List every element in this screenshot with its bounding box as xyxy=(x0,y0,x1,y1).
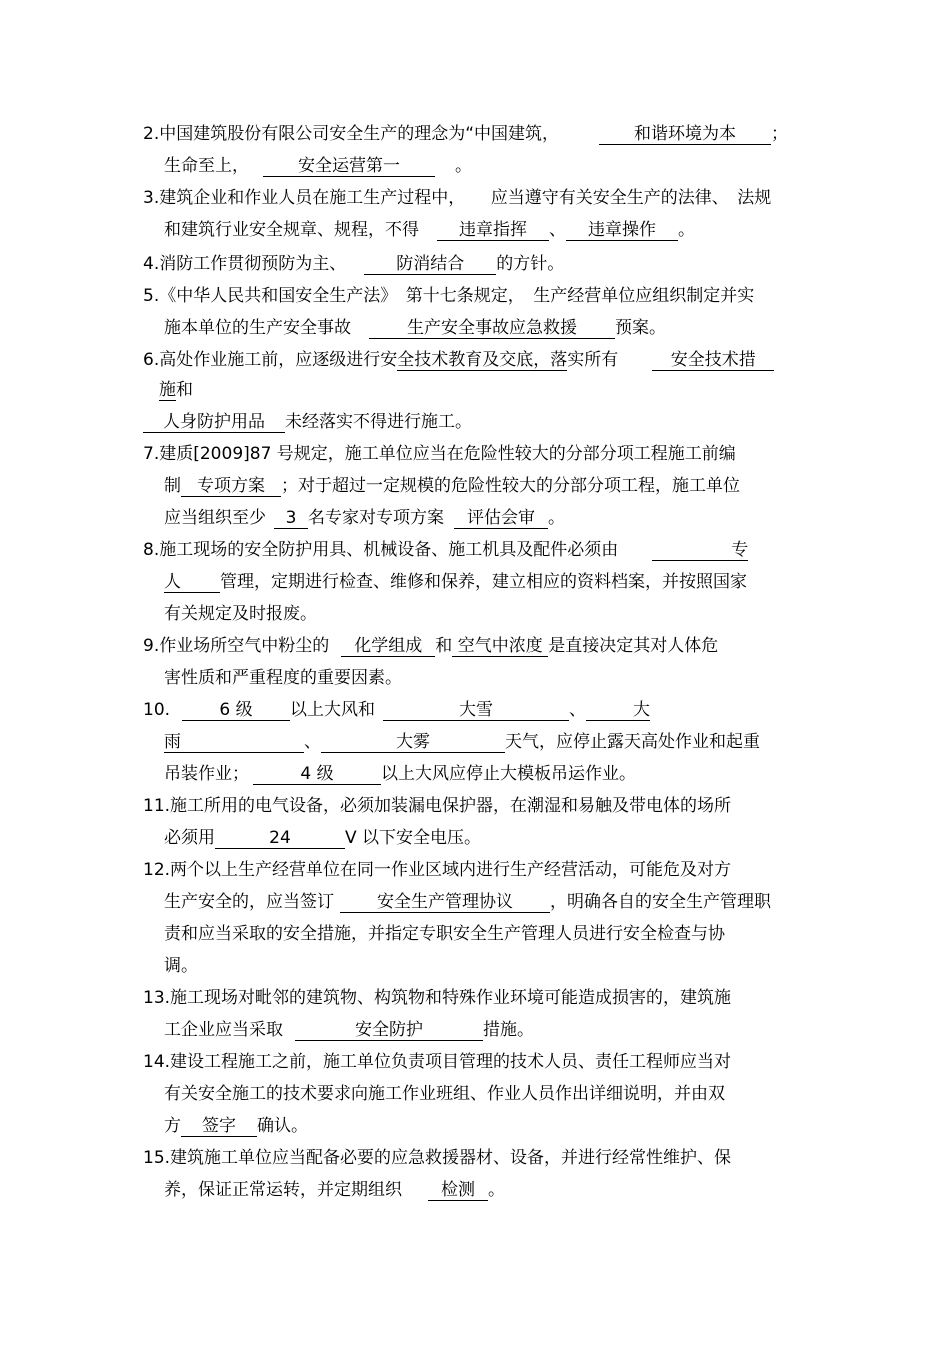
q2-line-2: 生命至上， 安全运营第一 。 xyxy=(164,156,472,176)
q14-line-3: 方 签字 确认。 xyxy=(164,1116,308,1136)
q12-line-3: 责和应当采取的安全措施，并指定专职安全生产管理人员进行安全检查与协 xyxy=(164,924,725,944)
q8-line-2: 人 管理，定期进行检查、维修和保养，建立相应的资料档案，并按照国家 xyxy=(164,572,747,592)
q12-line-4: 调。 xyxy=(164,956,198,976)
q10-blank-2: 大雪 xyxy=(383,700,569,721)
q10-blank-3a: 大 xyxy=(586,700,650,721)
q3-line-1: 3.建筑企业和作业人员在施工生产过程中， 应当遵守有关安全生产的法律、 法规 xyxy=(143,188,772,208)
q10-blank-5: 4 级 xyxy=(253,764,381,785)
q14-line-2: 有关安全施工的技术要求向施工作业班组、作业人员作出详细说明，并由双 xyxy=(164,1084,725,1104)
q12-blank-1: 安全生产管理协议 xyxy=(340,892,550,913)
q14-blank-1: 签字 xyxy=(181,1116,257,1137)
q15-line-2: 养，保证正常运转，并定期组织 检测 。 xyxy=(164,1180,505,1200)
q10-line-2: 雨 、 大雾 天气，应停止露天高处作业和起重 xyxy=(164,732,760,752)
q13-blank-1: 安全防护 xyxy=(295,1020,483,1041)
q3-line-2: 和建筑行业安全规章、规程，不得 违章指挥 、 违章操作 。 xyxy=(164,220,695,240)
q7-line-2: 制 专项方案 ；对于超过一定规模的危险性较大的分部分项工程，施工单位 xyxy=(164,476,740,496)
q4-blank-1: 防消结合 xyxy=(364,254,496,275)
q12-line-1: 12.两个以上生产经营单位在同一作业区域内进行生产经营活动，可能危及对方 xyxy=(143,860,732,880)
q2-blank-2: 安全运营第一 xyxy=(263,156,435,177)
q4-line-1: 4.消防工作贯彻预防为主、 防消结合 的方针。 xyxy=(143,254,565,274)
q11-line-2: 必须用 24 V 以下安全电压。 xyxy=(164,828,482,848)
q7-blank-1: 专项方案 xyxy=(181,476,281,497)
q14-line-1: 14.建设工程施工之前，施工单位负责项目管理的技术人员、责任工程师应当对 xyxy=(143,1052,732,1072)
q10-blank-4: 大雾 xyxy=(321,732,505,753)
q10-line-1: 10. 6 级 以上大风和 大雪 、 大 xyxy=(143,700,651,720)
q11-blank-1: 24 xyxy=(215,828,345,849)
q8-line-3: 有关规定及时报废。 xyxy=(164,604,317,624)
q8-line-1: 8.施工现场的安全防护用具、机械设备、施工机具及配件必须由 专 xyxy=(143,540,749,560)
q7-line-3: 应当组织至少 3 名专家对专项方案 评估会审 。 xyxy=(164,508,565,528)
q8-blank-1a: 专 xyxy=(652,540,748,561)
q3-blank-1: 违章指挥 xyxy=(437,220,549,241)
q7-blank-2: 3 xyxy=(274,508,308,529)
q2-line-1: 2.中国建筑股份有限公司安全生产的理念为“中国建筑， 和谐环境为本 ； xyxy=(143,124,789,144)
q6-line-2: 施和 xyxy=(159,380,193,400)
q5-blank-1: 生产安全事故应急救援 xyxy=(369,318,615,339)
q8-blank-1b: 人 xyxy=(164,572,220,593)
q10-blank-1: 6 级 xyxy=(182,700,290,721)
q5-line-2: 施本单位的生产安全事故 生产安全事故应急救援 预案。 xyxy=(164,318,666,338)
q15-blank-1: 检测 xyxy=(428,1180,488,1201)
q10-blank-3b: 雨 xyxy=(164,732,304,753)
q9-line-1: 9.作业场所空气中粉尘的 化学组成 和 空气中浓度 是直接决定其对人体危 xyxy=(143,636,719,656)
q2-number: 2. xyxy=(143,124,160,144)
q9-blank-2: 空气中浓度 xyxy=(452,636,548,657)
q9-line-2: 害性质和严重程度的重要因素。 xyxy=(164,668,402,688)
q5-line-1: 5.《中华人民共和国安全生产法》 第十七条规定， 生产经营单位应组织制定并实 xyxy=(143,286,755,306)
q6-line-1: 6.高处作业施工前，应逐级进行安全技术教育及交底，落实所有 安全技术措 xyxy=(143,350,774,371)
q12-line-2: 生产安全的，应当签订 安全生产管理协议 ，明确各自的安全生产管理职 xyxy=(164,892,771,912)
q10-line-3: 吊装作业； 4 级 以上大风应停止大模板吊运作业。 xyxy=(164,764,636,784)
q6-line-3: 人身防护用品 未经落实不得进行施工。 xyxy=(143,412,472,433)
q9-blank-1: 化学组成 xyxy=(341,636,435,657)
q7-line-1: 7.建质[2009]87 号规定，施工单位应当在危险性较大的分部分项工程施工前编 xyxy=(143,444,736,464)
q6-blank-2: 人身防护用品 xyxy=(143,412,285,433)
q13-line-1: 13.施工现场对毗邻的建筑物、构筑物和特殊作业环境可能造成损害的，建筑施 xyxy=(143,988,732,1008)
q7-blank-3: 评估会审 xyxy=(454,508,548,529)
q11-line-1: 11.施工所用的电气设备，必须加装漏电保护器，在潮湿和易触及带电体的场所 xyxy=(143,796,732,816)
q13-line-2: 工企业应当采取 安全防护 措施。 xyxy=(164,1020,534,1040)
q6-blank-1: 安全技术措 xyxy=(652,350,774,371)
q15-line-1: 15.建筑施工单位应当配备必要的应急救援器材、设备，并进行经常性维护、保 xyxy=(143,1148,732,1168)
q2-blank-1: 和谐环境为本 xyxy=(599,124,771,145)
q3-blank-2: 违章操作 xyxy=(566,220,678,241)
